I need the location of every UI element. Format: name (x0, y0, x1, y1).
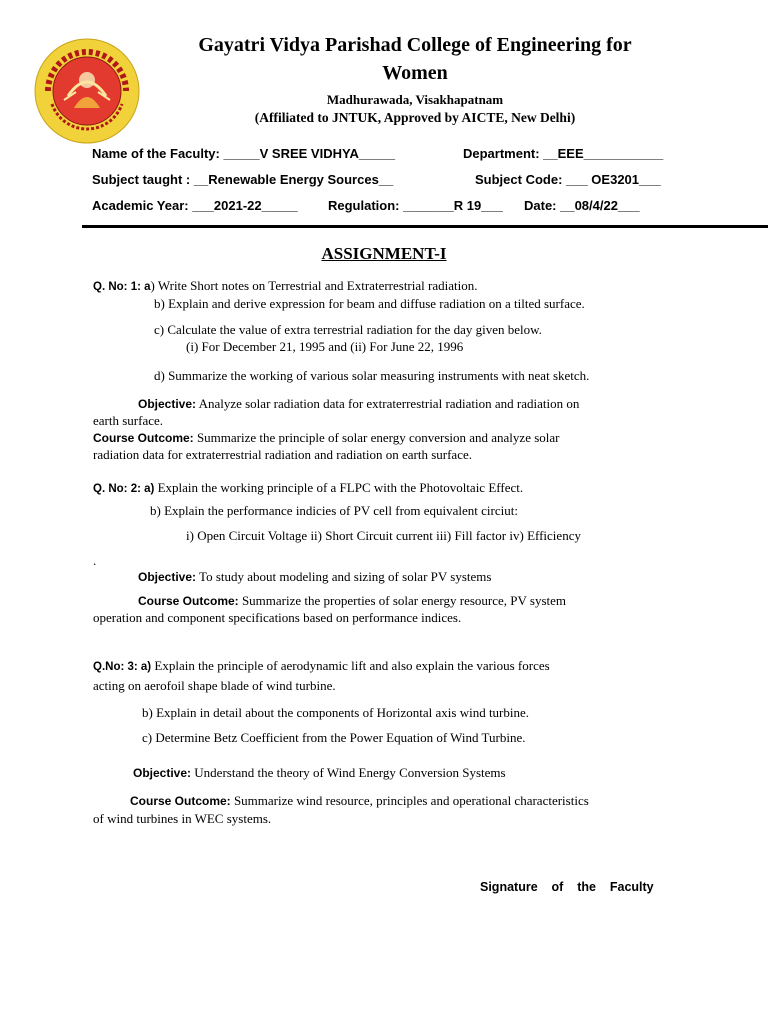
q1-objective: Objective: Analyze solar radiation data for extraterrestrial radiation and radiation on (138, 396, 580, 411)
assignment-title: ASSIGNMENT-I (321, 244, 447, 263)
q1-part-b: b) Explain and derive expression for beam and diffuse radiation on a tilted surface. (154, 296, 585, 311)
subject-code: Subject Code: ___ OE3201___ (475, 172, 661, 187)
objective-label: Objective: (138, 397, 197, 411)
course-outcome-label: Course Outcome: (138, 594, 239, 608)
institution-name-line1: Gayatri Vidya Parishad College of Engineering for (198, 34, 632, 56)
objective-label: Objective: (138, 570, 197, 584)
q3-course-outcome-cont: of wind turbines in WEC systems. (93, 811, 272, 826)
academic-year: Academic Year: ___2021-22_____ (92, 198, 298, 213)
header-divider (82, 225, 768, 228)
q2-dot: . (93, 553, 97, 568)
subject-taught: Subject taught : __Renewable Energy Sources__ (92, 172, 394, 187)
q3-part-c: c) Determine Betz Coefficient from the Power Equation of Wind Turbine. (142, 730, 526, 745)
q1-objective-cont: earth surface. (93, 413, 164, 428)
faculty-name: Name of the Faculty: _____V SREE VIDHYA_____ (92, 146, 395, 161)
course-outcome-label: Course Outcome: (93, 431, 194, 445)
q2-label: Q. No: 2: a) (93, 483, 155, 495)
course-outcome-label: Course Outcome: (130, 794, 231, 808)
q2-part-b-sub: i) Open Circuit Voltage ii) Short Circuit current iii) Fill factor iv) Efficiency (186, 528, 581, 543)
q3-part-a: Q.No: 3: a) Explain the principle of aerodynamic lift and also explain the various forces (93, 658, 550, 673)
q1-part-a: Q. No: 1: a) Write Short notes on Terrestrial and Extraterrestrial radiation. (93, 278, 478, 293)
objective-label: Objective: (133, 766, 192, 780)
regulation: Regulation: _______R 19___ (328, 198, 503, 213)
institution-affiliation: (Affiliated to JNTUK, Approved by AICTE, New Delhi) (254, 110, 576, 125)
q2-part-b: b) Explain the performance indicies of PV cell from equivalent circiut: (150, 503, 518, 518)
q3-objective: Objective: Understand the theory of Wind Energy Conversion Systems (133, 765, 506, 780)
q1-course-outcome: Course Outcome: Summarize the principle of solar energy conversion and analyze solar (93, 430, 560, 445)
faculty-signature: Signature of the Faculty (480, 880, 654, 894)
q3-part-b: b) Explain in detail about the components of Horizontal axis wind turbine. (142, 705, 530, 720)
q1-part-c: c) Calculate the value of extra terrestrial radiation for the day given below. (154, 322, 542, 337)
q3-course-outcome: Course Outcome: Summarize wind resource, principles and operational characteristics (130, 793, 589, 808)
institution-name-line2: Women (382, 62, 448, 84)
q2-objective: Objective: To study about modeling and sizing of solar PV systems (138, 569, 492, 584)
college-logo (34, 38, 140, 144)
q1-part-d: d) Summarize the working of various solar measuring instruments with neat sketch. (154, 368, 590, 383)
institution-location: Madhurawada, Visakhapatnam (326, 92, 504, 107)
q2-course-outcome-cont: operation and component specifications based on performance indices. (93, 610, 462, 625)
q3-label: Q.No: 3: a) (93, 661, 152, 673)
q2-course-outcome: Course Outcome: Summarize the properties of solar energy resource, PV system (138, 593, 567, 608)
q1-part-c-sub: (i) For December 21, 1995 and (ii) For June 22, 1996 (186, 339, 464, 354)
q3-part-a-cont: acting on aerofoil shape blade of wind turbine. (93, 678, 336, 693)
date: Date: __08/4/22___ (524, 198, 640, 213)
q1-course-outcome-cont: radiation data for extraterrestrial radiation and radiation on earth surface. (93, 447, 472, 462)
q1-label: Q. No: 1: a (93, 281, 151, 293)
q2-part-a: Q. No: 2: a) Explain the working principle of a FLPC with the Photovoltaic Effect. (93, 480, 524, 495)
department: Department: __EEE___________ (463, 146, 664, 161)
